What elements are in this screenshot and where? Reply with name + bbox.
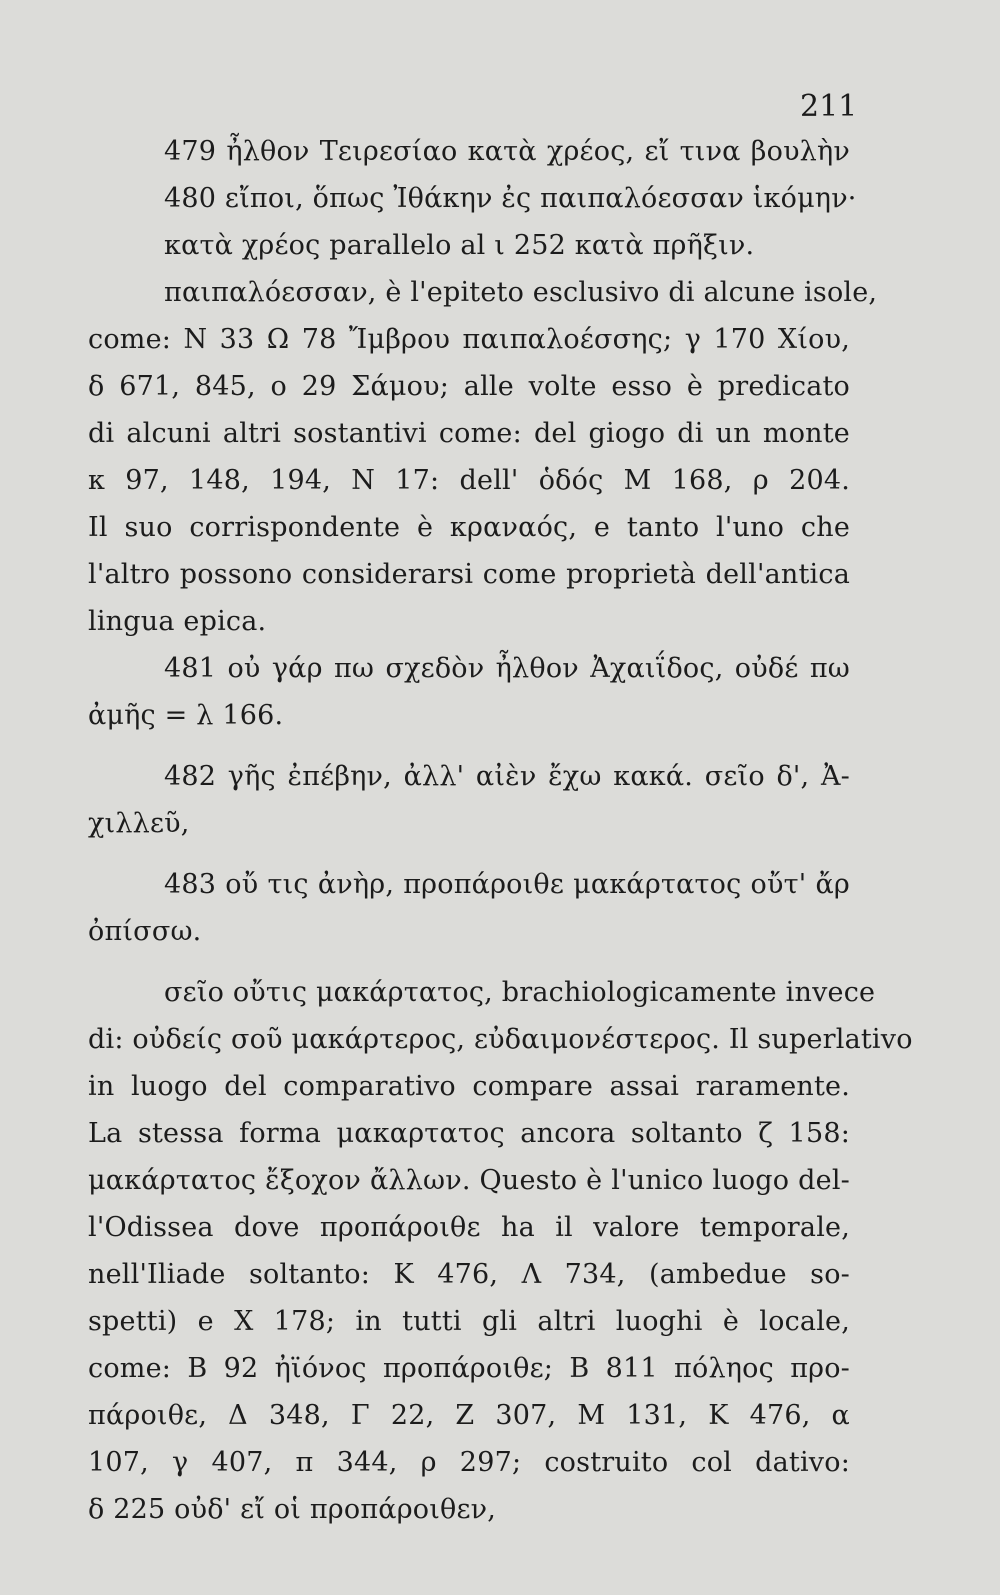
text-line: ὀπίσσω. — [88, 916, 202, 947]
text-line: πάροιθε, Δ 348, Γ 22, Z 307, M 131, K 476, α — [88, 1400, 850, 1431]
text-line: 481 οὐ γάρ πω σχεδὸν ἦλθον Ἀχαιΐδος, οὐδέ πω — [164, 653, 850, 684]
paragraph-gap — [88, 847, 850, 861]
paragraph-gap — [88, 955, 850, 969]
page-number: 211 — [800, 89, 858, 124]
text-line: χιλλεῦ, — [88, 808, 190, 839]
paragraph-gap — [88, 739, 850, 753]
text-line: come: N 33 Ω 78 Ἴμβρου παιπαλοέσσης; γ 170 Χίου, — [88, 324, 850, 355]
text-line: ἀμῆς = λ 166. — [88, 700, 284, 731]
text-line: come: B 92 ἠϊόνος προπάροιθε; B 811 πόληος προ- — [88, 1353, 850, 1384]
text-line: 483 οὔ τις ἀνὴρ, προπάροιθε μακάρτατος οὔτ' ἄρ — [164, 869, 850, 900]
text-line: l'Odissea dove προπάροιθε ha il valore temporale, — [88, 1212, 850, 1243]
text-line: κατὰ χρέος parallelo al ι 252 κατὰ πρῆξιν. — [164, 230, 755, 261]
text-line: παιπαλόεσσαν, è l'epiteto esclusivo di alcune isole, — [164, 277, 878, 308]
text-line: in luogo del comparativo compare assai raramente. — [88, 1071, 850, 1102]
text-line: lingua epica. — [88, 606, 267, 637]
text-line: δ 671, 845, ο 29 Σάμου; alle volte esso è predicato — [88, 371, 850, 402]
text-line: di: οὐδείς σοῦ μακάρτερος, εὐδαιμονέστερος. Il superlativo — [88, 1024, 913, 1055]
text-line: di alcuni altri sostantivi come: del giogo di un monte — [88, 418, 850, 449]
text-line: 107, γ 407, π 344, ρ 297; costruito col dativo: — [88, 1447, 850, 1478]
text-line: Il suo corrispondente è κραναός, e tanto l'uno che — [88, 512, 850, 543]
text-line: σεῖο οὔτις μακάρτατος, brachiologicamente invece — [164, 977, 876, 1008]
text-line: δ 225 οὐδ' εἴ οἱ προπάροιθεν, — [88, 1494, 497, 1525]
commentary-text — [88, 128, 913, 1533]
text-line: l'altro possono considerarsi come proprietà dell'antica — [88, 559, 850, 590]
text-line: spetti) e X 178; in tutti gli altri luoghi è locale, — [88, 1306, 850, 1337]
text-line: κ 97, 148, 194, N 17: dell' ὁδός M 168, ρ 204. — [88, 465, 850, 496]
text-line: 482 γῆς ἐπέβην, ἀλλ' αἰὲν ἔχω κακά. σεῖο δ', Ἀ- — [164, 761, 850, 792]
text-line: nell'Iliade soltanto: K 476, Λ 734, (ambedue so- — [88, 1259, 850, 1290]
text-line: μακάρτατος ἔξοχον ἄλλων. Questo è l'unico luogo del- — [88, 1165, 850, 1196]
text-line: 479 ἦλθον Τειρεσίαο κατὰ χρέος, εἴ τινα βουλὴν — [164, 136, 850, 167]
text-line: La stessa forma μακαρτατος ancora soltanto ζ 158: — [88, 1118, 850, 1149]
text-line: 480 εἴποι, ὅπως Ἰθάκην ἐς παιπαλόεσσαν ἱκόμην· — [164, 183, 857, 214]
